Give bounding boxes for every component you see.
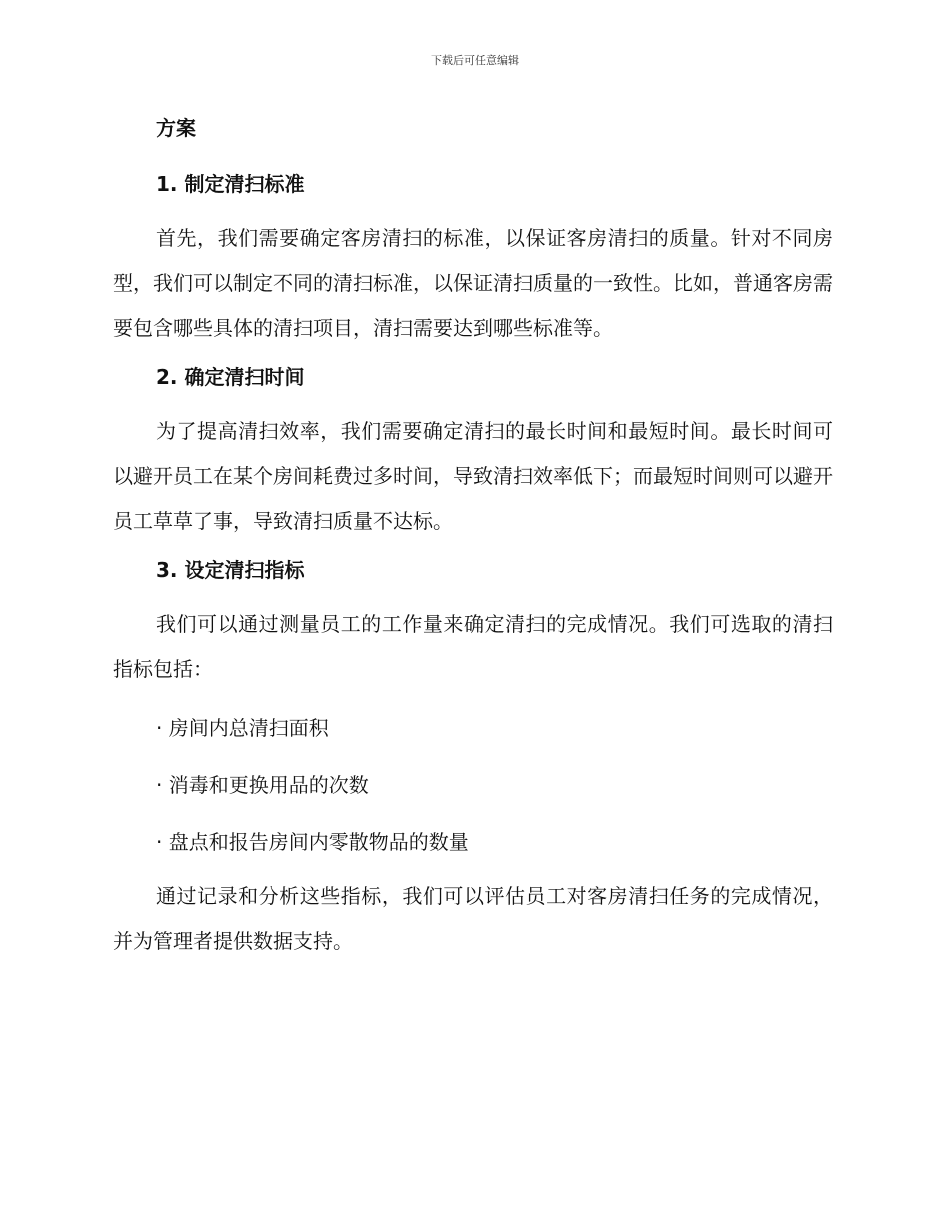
section-heading-1: 1. 制定清扫标准	[156, 172, 305, 196]
bullet-item: · 房间内总清扫面积	[156, 716, 329, 740]
section-heading-3: 3. 设定清扫指标	[156, 558, 305, 582]
section-paragraph-1: 首先，我们需要确定客房清扫的标准，以保证客房清扫的质量。针对不同房型，我们可以制定不同的清扫标准，以保证清扫质量的一致性。比如，普通客房需要包含哪些具体的清扫项目，清扫需要达到哪些标准等。	[113, 226, 833, 340]
closing-paragraph: 通过记录和分析这些指标，我们可以评估员工对客房清扫任务的完成情况，并为管理者提供数据支持。	[113, 884, 833, 953]
bullet-item: · 盘点和报告房间内零散物品的数量	[156, 830, 469, 854]
document-title: 方案	[156, 116, 196, 140]
bullet-item: · 消毒和更换用品的次数	[156, 773, 369, 797]
section-heading-2: 2. 确定清扫时间	[156, 365, 305, 389]
document-body	[113, 112, 833, 964]
section-paragraph-3: 我们可以通过测量员工的工作量来确定清扫的完成情况。我们可选取的清扫指标包括：	[113, 612, 833, 681]
page-header: 下载后可任意编辑	[431, 54, 519, 67]
section-paragraph-2: 为了提高清扫效率，我们需要确定清扫的最长时间和最短时间。最长时间可以避开员工在某个房间耗费过多时间，导致清扫效率低下；而最短时间则可以避开员工草草了事，导致清扫质量不达标。	[113, 419, 833, 533]
